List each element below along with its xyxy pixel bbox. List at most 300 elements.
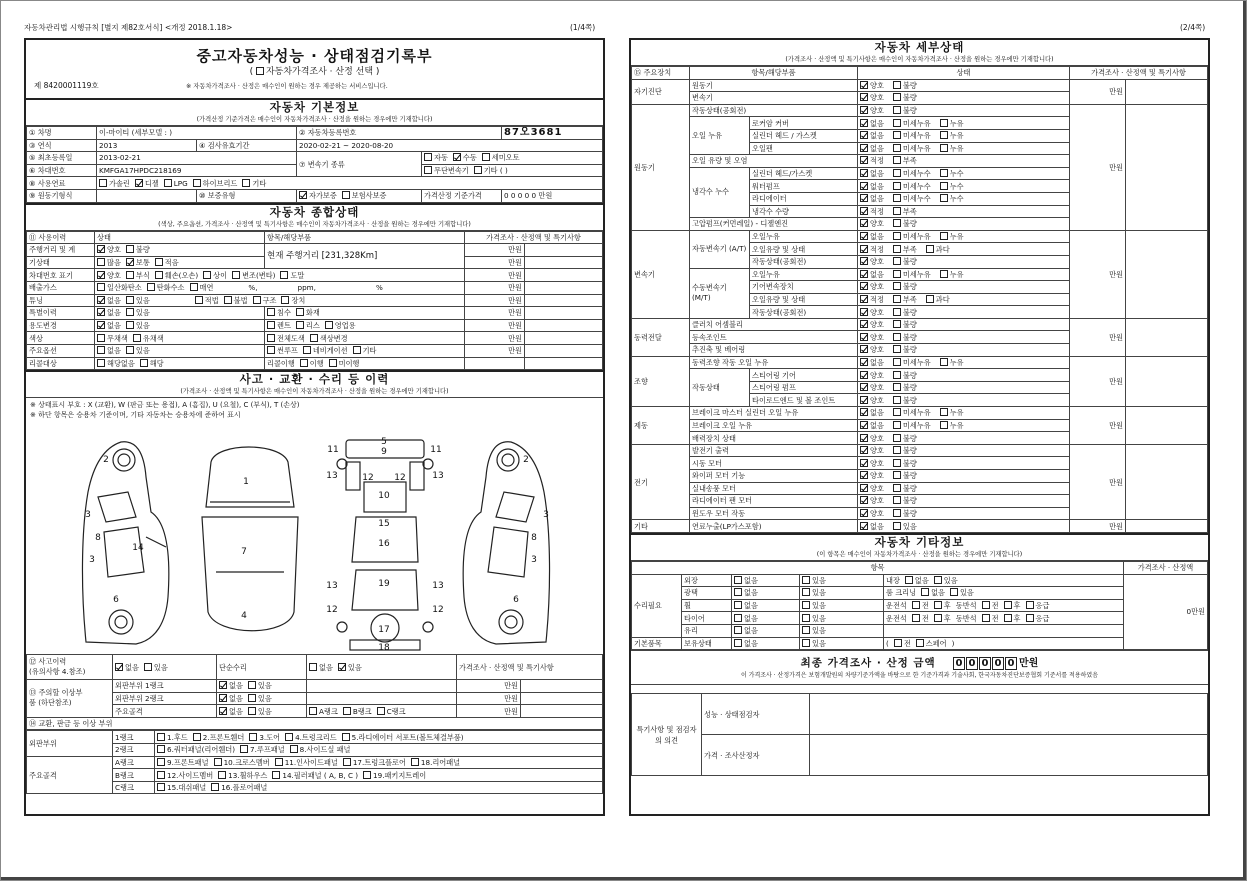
detail-row: 기타 연료누출(LP가스포함) 없음 있음 만원 [632, 520, 1208, 533]
etc-yes-checkbox[interactable] [802, 601, 810, 609]
status-checkbox[interactable] [893, 270, 901, 278]
status-checkbox[interactable] [860, 308, 868, 316]
part-front-panel-checkbox[interactable] [157, 758, 165, 766]
part-dash-panel-checkbox[interactable] [157, 783, 165, 791]
part-trunk-floor-checkbox[interactable] [343, 758, 351, 766]
etc-yes-checkbox[interactable] [802, 639, 810, 647]
status-checkbox[interactable] [860, 131, 868, 139]
service-notice: ※ 자동차가격조사 · 산정은 매수인이 원하는 경우 제공하는 서비스입니다. [186, 83, 388, 90]
etc-row: 기본품목 보유상태 없음 있음 ( 전 스페어 ) [632, 637, 1208, 650]
car-damage-diagram [26, 422, 603, 654]
status-checkbox[interactable] [893, 421, 901, 429]
page-indicator-left: (1/4쪽) [570, 23, 596, 32]
vin-damaged-checkbox[interactable] [155, 271, 163, 279]
svg-text:7: 7 [241, 547, 247, 558]
part-wheel-house-checkbox[interactable] [218, 771, 226, 779]
status-checkbox[interactable] [860, 81, 868, 89]
frame-none-checkbox[interactable] [219, 707, 227, 715]
status-checkbox[interactable] [940, 408, 948, 416]
svg-text:3: 3 [531, 555, 537, 566]
status-checkbox[interactable] [860, 169, 868, 177]
status-checkbox[interactable] [860, 207, 868, 215]
status-checkbox[interactable] [893, 169, 901, 177]
status-checkbox[interactable] [860, 182, 868, 190]
detail-status-table: ⑮ 주요장치 항목/해당부품 상태 가격조사 · 산정액 및 특기사항 자기진단 원동기 양호 불량 만원 변속기 양호 불량 원동기 작동상태(공회전) 양호 불량 만원 오일 누유 로커암 커버 없음 미세누유 누유 실린더 헤드 / 가스켓 없음 미세누유 누유 오일팬 없음 미세누유 누유 오일 유량 및 오염 적정 부족 냉각수 누수 실린더 헤드/가스켓 없음 미세누수 누수 워터펌프 없음 미세누수 누수 라디에이터 없음 미세누수 누수 냉각수 수량 적정 부족 고압펌프(커먼레일) - 디젤엔진 양호 불량 변속기 자동변속기 (A/T) 오일누유 없음 미세누유 누유 만원 오일유량 및 상태 적정 부족 과다 작동상태(공회전) 양호 불량 수동변속기 (M/T) 오일누유 없음 미세누유 누유 기어변속장치 양호 불량 오일유량 및 상태 적정 부족 과다 작동상태(공회전) 양호 불량 동력전달 클러치 어셈블리 양호 불량 만원 등속조인트 양호 불량 추진축 및 베어링 양호 불량 조향 동력조향 작동 오일 누유 없음 미세누유 누유 만원 작동상태 스티어링 기어 양호 불량 스티어링 펌프 양호 불량 타이로드엔드 및 볼 조인트 양호 불량 제동 브레이크 마스터 실린더 오일 누유 없음 미세누유 누유 만원 브레이크 오일 누유 없음 미세누유 누유 배력장치 상태 양호 불량 전기 발전기 출력 양호 불량 만원 시동 모터 양호 불량 와이퍼 모터 기능 양호 불량 실내송풍 모터 양호 불량 라디에이터 팬 모터 양호 불량 윈도우 모터 작동 양호 불량 기타 연료누출(LP가스포함) 없음 있음 만원 [631, 66, 1208, 533]
detail-row: 워터펌프 없음 미세누수 누수 [632, 180, 1208, 193]
frame-yes-checkbox[interactable] [248, 707, 256, 715]
detail-row: 실내송풍 모터 양호 불량 [632, 482, 1208, 495]
detail-row: 조향 동력조향 작동 오일 누유 없음 미세누유 누유 만원 [632, 356, 1208, 369]
status-checkbox[interactable] [893, 245, 901, 253]
recall-undone-checkbox[interactable] [329, 359, 337, 367]
status-checkbox[interactable] [893, 345, 901, 353]
basic-info-header: 자동차 기본정보 (가격산정 기준가격은 매수인이 자동차가격조사 · 산정을 원하는 경우에만 기재합니다) [26, 98, 603, 126]
final-price-label: 최종 가격조사 · 산정 금액 [800, 657, 936, 670]
svg-text:3: 3 [85, 510, 91, 521]
options-none-checkbox[interactable] [97, 346, 105, 354]
title-block [26, 40, 603, 78]
status-checkbox[interactable] [860, 522, 868, 530]
recall-yes-checkbox[interactable] [140, 359, 148, 367]
etc-option-checkbox[interactable] [1004, 601, 1012, 609]
status-checkbox[interactable] [860, 245, 868, 253]
status-checkbox[interactable] [860, 383, 868, 391]
page-1 [24, 38, 605, 816]
fuel-hybrid-checkbox[interactable] [193, 179, 201, 187]
status-checkbox[interactable] [893, 308, 901, 316]
tuning-illegal-checkbox[interactable] [224, 296, 232, 304]
trans-manual-checkbox[interactable] [453, 153, 461, 161]
svg-text:2: 2 [103, 455, 109, 466]
status-checkbox[interactable] [860, 93, 868, 101]
svg-text:12: 12 [432, 605, 444, 616]
other-info-table: 항목 가격조사 · 산정액 수리필요 외장 없음 있음 내장 없음 있음 0만원 광택 없음 있음 룸 크리닝 없음 있음 휠 없음 있음 운전석 전 후 동반석 전 후 응급 타이어 없음 있음 운전석 전 후 동반석 전 후 응급 유리 없음 있음 기본품목 보유상태 없음 있음 ( 전 스페어 ) [631, 561, 1208, 650]
flood-checkbox[interactable] [267, 308, 275, 316]
status-checkbox[interactable] [860, 232, 868, 240]
status-checkbox[interactable] [860, 257, 868, 265]
tuning-structure-checkbox[interactable] [253, 296, 261, 304]
status-checkbox[interactable] [860, 333, 868, 341]
status-checkbox[interactable] [893, 522, 901, 530]
etc-option-checkbox[interactable] [921, 588, 929, 596]
status-checkbox[interactable] [940, 169, 948, 177]
tuning-none-checkbox[interactable] [97, 296, 105, 304]
record-number: 제 8420001119호 [34, 81, 99, 90]
parts-table: 외판부위 1랭크 1.후드 2.프론트휀더 3.도어 4.트렁크리드 5.라디에이터 서포트(볼트체결부품) 2랭크 6.쿼터패널(리어휀더) 7.루프패널 8.사이드실 패널 주요골격 A랭크 9.프론트패널 10.크로스멤버 11.인사이드패널 17.트렁크플로어 18.리어패널 B랭크 12.사이드멤버 13.휠하우스 14.필러패널 ( A, B, C ) 19.패키지트레이 C랭크 15.대쉬패널 16.플로어패널 [26, 730, 603, 794]
fuel-diesel-checkbox[interactable] [135, 179, 143, 187]
rent-checkbox[interactable] [267, 321, 275, 329]
svg-text:9: 9 [381, 447, 387, 458]
status-checkbox[interactable] [860, 358, 868, 366]
vin-altered-checkbox[interactable] [232, 271, 240, 279]
status-checkbox[interactable] [893, 207, 901, 215]
status-checkbox[interactable] [860, 144, 868, 152]
repair-none-checkbox[interactable] [309, 663, 317, 671]
status-checkbox[interactable] [893, 408, 901, 416]
mileage-low-checkbox[interactable] [155, 258, 163, 266]
status-checkbox[interactable] [893, 446, 901, 454]
detail-row: 동력전달 클러치 어셈블리 양호 불량 만원 [632, 318, 1208, 331]
svg-text:5: 5 [381, 437, 387, 448]
status-checkbox[interactable] [893, 295, 901, 303]
mileage-high-checkbox[interactable] [97, 258, 105, 266]
detail-row: 실린더 헤드 / 가스켓 없음 미세누유 누유 [632, 129, 1208, 142]
etc-none-checkbox[interactable] [734, 614, 742, 622]
sunroof-checkbox[interactable] [267, 346, 275, 354]
special-notes-table: 특기사항 및 점검자의 의견 성능 · 상태점검자 가격 · 조사산정자 [631, 693, 1208, 776]
inspector-opinion[interactable] [810, 694, 1208, 735]
special-none-checkbox[interactable] [97, 308, 105, 316]
fuel-gasoline-checkbox[interactable] [99, 179, 107, 187]
detail-row: 윈도우 모터 작동 양호 불량 [632, 507, 1208, 520]
lease-checkbox[interactable] [296, 321, 304, 329]
mileage-normal-checkbox[interactable] [126, 258, 134, 266]
status-checkbox[interactable] [893, 257, 901, 265]
status-checkbox[interactable] [860, 320, 868, 328]
tuning-yes-checkbox[interactable] [126, 296, 134, 304]
status-checkbox[interactable] [893, 106, 901, 114]
odometer-bad-checkbox[interactable] [126, 245, 134, 253]
status-checkbox[interactable] [893, 484, 901, 492]
status-checkbox[interactable] [893, 371, 901, 379]
odometer-good-checkbox[interactable] [97, 245, 105, 253]
detail-row: 와이퍼 모터 기능 양호 불량 [632, 470, 1208, 483]
svg-text:8: 8 [531, 533, 537, 544]
status-checkbox[interactable] [893, 320, 901, 328]
status-checkbox[interactable] [893, 471, 901, 479]
part-trunk-lid-checkbox[interactable] [285, 733, 293, 741]
etc-option-checkbox[interactable] [950, 588, 958, 596]
detail-row: 타이로드엔드 및 볼 조인트 양호 불량 [632, 394, 1208, 407]
svg-text:6: 6 [113, 595, 119, 606]
etc-none-checkbox[interactable] [734, 626, 742, 634]
detail-row: 배력장치 상태 양호 불량 [632, 432, 1208, 445]
full-paint-checkbox[interactable] [267, 334, 275, 342]
etc-none-checkbox[interactable] [734, 588, 742, 596]
smoke-checkbox[interactable] [190, 283, 198, 291]
fuel-other-checkbox[interactable] [242, 179, 250, 187]
rank-b-checkbox[interactable] [343, 707, 351, 715]
part-door-checkbox[interactable] [249, 733, 257, 741]
rank-c-checkbox[interactable] [377, 707, 385, 715]
accident-yes-checkbox[interactable] [144, 663, 152, 671]
special-notes-label: 특기사항 및 점검자의 의견 [632, 694, 702, 776]
overall-status-table: ⑪ 사용이력 상태 항목/해당부품 가격조사 · 산정액 및 특기사항 주행거리 및 계 양호 불량 현재 주행거리 [231,328Km] 만원 기상태 많음 보통 적음 만원 차대번호 표기 양호 부식 훼손(오손) 상이 변조(변타) 도말 만원 배출가스 일산화탄소 탄화수소 매연 %, ppm, % 만원 튜닝 없음 있음 적법 불법 구조 장치 만원 특별이력 없음 있음 침수 화재 만원 용도변경 없음 있음 렌트 리스 영업용 만원 색상 무채색 유채색 전체도색 색상변경 만원 주요옵션 없음 있음 썬루프 네비게이션 기타 만원 리콜대상 해당없음 해당 리콜이행 이행 미이행 [26, 231, 603, 371]
usage-yes-checkbox[interactable] [126, 321, 134, 329]
status-checkbox[interactable] [860, 459, 868, 467]
recall-na-checkbox[interactable] [97, 359, 105, 367]
trans-other-checkbox[interactable] [474, 166, 482, 174]
detail-row: 전기 발전기 출력 양호 불량 만원 [632, 444, 1208, 457]
status-checkbox[interactable] [940, 270, 948, 278]
detail-row: 변속기 양호 불량 [632, 92, 1208, 105]
trans-semiauto-checkbox[interactable] [482, 153, 490, 161]
etc-option-checkbox[interactable] [905, 576, 913, 584]
status-checkbox[interactable] [860, 421, 868, 429]
hc-checkbox[interactable] [147, 283, 155, 291]
status-checkbox[interactable] [940, 119, 948, 127]
detail-row: 오일유량 및 상태 적정 부족 과다 [632, 293, 1208, 306]
status-checkbox[interactable] [860, 119, 868, 127]
usage-none-checkbox[interactable] [97, 321, 105, 329]
part-hood-checkbox[interactable] [157, 733, 165, 741]
option-other-checkbox[interactable] [353, 346, 361, 354]
repair-yes-checkbox[interactable] [338, 663, 346, 671]
etc-option-checkbox[interactable] [912, 601, 920, 609]
status-checkbox[interactable] [926, 245, 934, 253]
status-checkbox[interactable] [893, 383, 901, 391]
part-floor-panel-checkbox[interactable] [211, 783, 219, 791]
commercial-checkbox[interactable] [325, 321, 333, 329]
part-package-tray-checkbox[interactable] [363, 771, 371, 779]
etc-yes-checkbox[interactable] [802, 626, 810, 634]
status-checkbox[interactable] [893, 194, 901, 202]
page-title: 중고자동차성능 · 상태점검기록부 [196, 47, 433, 65]
etc-option-checkbox[interactable] [1004, 614, 1012, 622]
final-price-note: 이 가격조사 · 산정가격은 보험개발원의 차량기준가액을 바탕으로 한 기준가격과 기술사회, 한국자동차진단보증협회 기준서를 적용하였음 [740, 672, 1099, 680]
tuning-device-checkbox[interactable] [281, 296, 289, 304]
status-checkbox[interactable] [893, 219, 901, 227]
status-checkbox[interactable] [860, 471, 868, 479]
detail-row: 추진축 및 베어링 양호 불량 [632, 344, 1208, 357]
svg-text:14: 14 [132, 543, 144, 554]
status-checkbox[interactable] [860, 345, 868, 353]
options-yes-checkbox[interactable] [126, 346, 134, 354]
status-checkbox[interactable] [940, 144, 948, 152]
etc-none-checkbox[interactable] [734, 639, 742, 647]
svg-text:2: 2 [523, 455, 529, 466]
status-checkbox[interactable] [860, 408, 868, 416]
etc-option-checkbox[interactable] [934, 601, 942, 609]
status-checkbox[interactable] [893, 496, 901, 504]
status-checkbox[interactable] [893, 333, 901, 341]
car-top-view [202, 447, 298, 631]
outer1-none-checkbox[interactable] [219, 681, 227, 689]
status-checkbox[interactable] [893, 144, 901, 152]
co-checkbox[interactable] [97, 283, 105, 291]
price-option-checkbox[interactable] [256, 67, 264, 75]
status-checkbox[interactable] [860, 496, 868, 504]
detail-status-header: 자동차 세부상태 (가격조사 · 산정액 및 특기사항은 매수인이 자동차가격조사 · 산정을 원하는 경우에만 기재합니다) [631, 40, 1208, 66]
svg-text:1: 1 [243, 477, 249, 488]
detail-row: 오일팬 없음 미세누유 누유 [632, 142, 1208, 155]
status-checkbox[interactable] [893, 358, 901, 366]
etc-none-checkbox[interactable] [734, 601, 742, 609]
svg-text:3: 3 [89, 555, 95, 566]
status-checkbox[interactable] [893, 434, 901, 442]
status-checkbox[interactable] [893, 119, 901, 127]
status-checkbox[interactable] [860, 282, 868, 290]
special-yes-checkbox[interactable] [126, 308, 134, 316]
status-checkbox[interactable] [893, 93, 901, 101]
svg-text:17: 17 [378, 625, 390, 636]
detail-row: 기어변속장치 양호 불량 [632, 281, 1208, 294]
etc-row: 수리필요 외장 없음 있음 내장 없음 있음 0만원 [632, 574, 1208, 587]
etc-yes-checkbox[interactable] [802, 614, 810, 622]
svg-text:19: 19 [378, 579, 390, 590]
status-checkbox[interactable] [940, 421, 948, 429]
svg-text:12: 12 [326, 605, 338, 616]
status-checkbox[interactable] [940, 358, 948, 366]
warranty-insurer-checkbox[interactable] [342, 191, 350, 199]
svg-text:18: 18 [378, 643, 390, 654]
outer2-none-checkbox[interactable] [219, 694, 227, 702]
part-front-fender-checkbox[interactable] [193, 733, 201, 741]
etc-option-checkbox[interactable] [934, 614, 942, 622]
part-roof-panel-checkbox[interactable] [240, 745, 248, 753]
trans-auto-checkbox[interactable] [424, 153, 432, 161]
etc-yes-checkbox[interactable] [802, 588, 810, 596]
vin-painted-checkbox[interactable] [280, 271, 288, 279]
status-checkbox[interactable] [860, 156, 868, 164]
legend-symbols: ※ 상태표시 부호 : X (교환), W (판금 또는 용접), A (흠집), U (요철), C (부식), T (손상) [30, 401, 300, 410]
status-checkbox[interactable] [893, 282, 901, 290]
etc-option-checkbox[interactable] [912, 614, 920, 622]
status-checkbox[interactable] [893, 232, 901, 240]
fuel-lpg-checkbox[interactable] [164, 179, 172, 187]
status-checkbox[interactable] [926, 295, 934, 303]
svg-text:13: 13 [432, 581, 444, 592]
final-price-block [631, 650, 1208, 685]
detail-row: 냉각수 수량 적정 부족 [632, 205, 1208, 218]
accident-history-header: 사고 · 교환 · 수리 등 이력 (가격조사 · 산정액 및 특기사항은 매수인이 자동차가격조사 · 산정을 원하는 경우에만 기재합니다) [26, 370, 603, 398]
svg-text:13: 13 [326, 471, 338, 482]
status-checkbox[interactable] [893, 459, 901, 467]
status-checkbox[interactable] [860, 194, 868, 202]
status-checkbox[interactable] [860, 484, 868, 492]
detail-row: 변속기 자동변속기 (A/T) 오일누유 없음 미세누유 누유 만원 [632, 230, 1208, 243]
warranty-self-checkbox[interactable] [299, 191, 307, 199]
navigation-checkbox[interactable] [303, 346, 311, 354]
trans-cvt-checkbox[interactable] [424, 166, 432, 174]
detail-row: 라디에이터 없음 미세누수 누수 [632, 192, 1208, 205]
final-price-digits: 0 0 0 0 0 만원 [952, 659, 1038, 668]
detail-row: 라디에이터 팬 모터 양호 불량 [632, 495, 1208, 508]
etc-row: 타이어 없음 있음 운전석 전 후 동반석 전 후 응급 [632, 612, 1208, 625]
status-checkbox[interactable] [940, 182, 948, 190]
status-checkbox[interactable] [940, 131, 948, 139]
part-inside-panel-checkbox[interactable] [275, 758, 283, 766]
vin-corrosion-checkbox[interactable] [126, 271, 134, 279]
subtitle-row: ( 자동차가격조사 · 산정 선택 ) [249, 67, 380, 77]
current-mileage: 현재 주행거리 [231,328Km] [267, 251, 378, 262]
status-checkbox[interactable] [893, 131, 901, 139]
part-rear-panel-checkbox[interactable] [411, 758, 419, 766]
status-checkbox[interactable] [893, 182, 901, 190]
vin-different-checkbox[interactable] [203, 271, 211, 279]
status-checkbox[interactable] [860, 396, 868, 404]
part-cross-member-checkbox[interactable] [214, 758, 222, 766]
etc-none-checkbox[interactable] [734, 576, 742, 584]
etc-yes-checkbox[interactable] [802, 576, 810, 584]
etc-option-checkbox[interactable] [1026, 601, 1034, 609]
number-row [26, 78, 603, 92]
status-checkbox[interactable] [860, 270, 868, 278]
detail-row: 제동 브레이크 마스터 실린더 오일 누유 없음 미세누유 누유 만원 [632, 407, 1208, 420]
form-reference: 자동차관리법 시행규칙 [별지 제82호서식] <개정 2018.1.18> [24, 23, 233, 32]
svg-text:15: 15 [378, 519, 390, 530]
detail-row: 작동상태 스티어링 기어 양호 불량 [632, 369, 1208, 382]
accident-table: ⑫ 사고이력 (유의사항 4.참조) 없음 있음 단순수리 없음 있음 가격조사 · 산정액 및 특기사항 ⑬ 주의할 이상부 품 (하단참조) 외판부위 1랭크 없음 있음 만원 외판부위 2랭크 없음 있음 만원 주요골격 없음 있음 A랭크 B랭크 C랭크 만원 ⑭ 교환, 판금 등 이상 부위 [26, 654, 603, 730]
status-checkbox[interactable] [860, 446, 868, 454]
outer1-yes-checkbox[interactable] [248, 681, 256, 689]
vin-good-checkbox[interactable] [97, 271, 105, 279]
plate-number: 87오3681 [502, 127, 603, 140]
base-price: 0 0 0 0 0 만원 [502, 189, 603, 202]
status-checkbox[interactable] [860, 371, 868, 379]
status-checkbox[interactable] [860, 295, 868, 303]
part-radiator-support-checkbox[interactable] [342, 733, 350, 741]
color-achromatic-checkbox[interactable] [97, 334, 105, 342]
outer2-yes-checkbox[interactable] [248, 694, 256, 702]
etc-option-checkbox[interactable] [982, 601, 990, 609]
svg-text:10: 10 [378, 491, 390, 502]
etc-option-checkbox[interactable] [916, 639, 924, 647]
part-quarter-panel-checkbox[interactable] [157, 745, 165, 753]
color-change-checkbox[interactable] [310, 334, 318, 342]
status-checkbox[interactable] [940, 232, 948, 240]
etc-option-checkbox[interactable] [934, 576, 942, 584]
basic-info-table: ① 차명 이-마이티 (세부모델 : ) ② 자동차등록번호 87오3681 ③ 연식 2013 ④ 검사유효기간 2020-02-21 ~ 2020-08-20 ⑤ 최초등록일 2013-02-21 ⑦ 변속기 종류 자동 수동 세미오토 ⑥ 차대번호 KMFGA17HPDC218169 무단변속기 기타 ( ) ⑧ 사용연료 가솔린 디젤 LPG 하이브리드 기타 ⑨ 원동기형식 ⑩ 보증유형 자가보증 보험사보증 가격산정 기준가격 0 0 0 0 0 만원 [26, 126, 603, 203]
svg-text:4: 4 [241, 611, 247, 622]
status-checkbox[interactable] [940, 194, 948, 202]
etc-row: 광택 없음 있음 룸 크리닝 없음 있음 [632, 587, 1208, 600]
status-checkbox[interactable] [860, 434, 868, 442]
svg-text:11: 11 [327, 445, 339, 456]
detail-row: 오일유량 및 상태 적정 부족 과다 [632, 243, 1208, 256]
detail-row: 냉각수 누수 실린더 헤드/가스켓 없음 미세누수 누수 [632, 167, 1208, 180]
detail-row: 고압펌프(커먼레일) - 디젤엔진 양호 불량 [632, 218, 1208, 231]
tuning-legal-checkbox[interactable] [195, 296, 203, 304]
accident-none-checkbox[interactable] [115, 663, 123, 671]
page-indicator-right: (2/4쪽) [1180, 23, 1206, 32]
rank-a-checkbox[interactable] [309, 707, 317, 715]
status-checkbox[interactable] [893, 396, 901, 404]
part-side-member-checkbox[interactable] [157, 771, 165, 779]
detail-row: 오일 누유 로커암 커버 없음 미세누유 누유 [632, 117, 1208, 130]
detail-row: 오일 유량 및 오염 적정 부족 [632, 155, 1208, 168]
detail-row: 작동상태(공회전) 양호 불량 [632, 255, 1208, 268]
etc-row: 휠 없음 있음 운전석 전 후 동반석 전 후 응급 [632, 599, 1208, 612]
recall-done-checkbox[interactable] [300, 359, 308, 367]
appraiser-opinion[interactable] [810, 735, 1208, 776]
status-checkbox[interactable] [893, 81, 901, 89]
svg-text:12: 12 [394, 473, 406, 484]
etc-option-checkbox[interactable] [1026, 614, 1034, 622]
status-checkbox[interactable] [860, 509, 868, 517]
part-side-sill-checkbox[interactable] [290, 745, 298, 753]
color-chromatic-checkbox[interactable] [133, 334, 141, 342]
etc-option-checkbox[interactable] [894, 639, 902, 647]
detail-row: 스티어링 펌프 양호 불량 [632, 381, 1208, 394]
part-pillar-panel-checkbox[interactable] [272, 771, 280, 779]
status-checkbox[interactable] [860, 219, 868, 227]
etc-total: 0만원 [1124, 574, 1208, 650]
etc-row: 유리 없음 있음 [632, 624, 1208, 637]
svg-text:3: 3 [543, 510, 549, 521]
status-checkbox[interactable] [893, 509, 901, 517]
status-checkbox[interactable] [860, 106, 868, 114]
detail-row: 시동 모터 양호 불량 [632, 457, 1208, 470]
status-checkbox[interactable] [893, 156, 901, 164]
svg-text:11: 11 [430, 445, 442, 456]
etc-option-checkbox[interactable] [982, 614, 990, 622]
detail-row: 브레이크 오일 누유 없음 미세누유 누유 [632, 419, 1208, 432]
fire-checkbox[interactable] [296, 308, 304, 316]
other-info-header: 자동차 기타정보 (이 항목은 매수인이 자동차가격조사 · 산정을 원하는 경우에만 기재합니다) [631, 533, 1208, 561]
svg-text:16: 16 [378, 539, 390, 550]
detail-row: 등속조인트 양호 불량 [632, 331, 1208, 344]
